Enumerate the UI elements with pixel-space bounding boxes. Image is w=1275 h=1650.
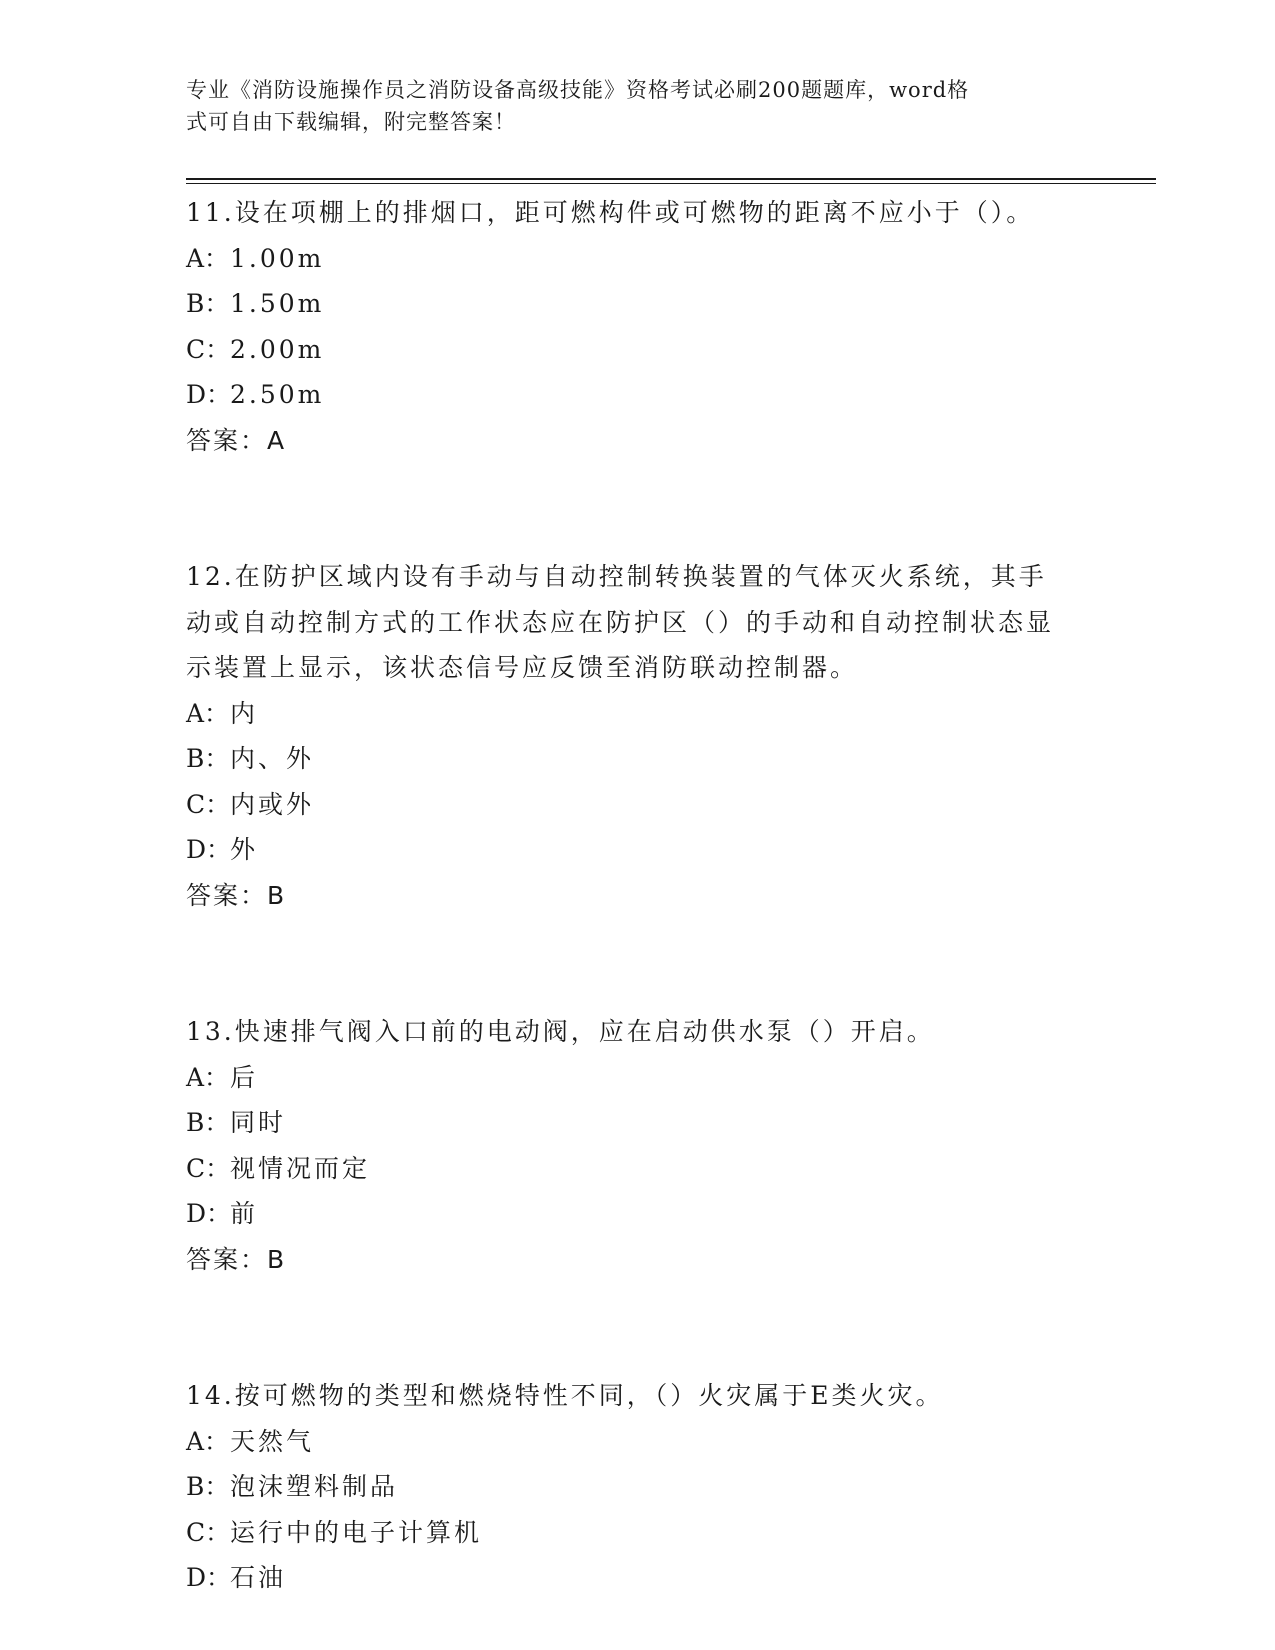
option-text: 天然气: [230, 1426, 315, 1456]
option-text: 1.50m: [230, 289, 325, 318]
answer-line: 答案：A: [186, 425, 287, 455]
option-b: [186, 281, 1086, 327]
header-divider-thick: [186, 178, 1156, 180]
option-d: [186, 372, 1086, 418]
option-b: [186, 736, 1086, 782]
option-d: [186, 1191, 1086, 1237]
option-text: 内: [230, 698, 259, 728]
option-text: 视情况而定: [230, 1153, 371, 1183]
question-stem: 11.设在项棚上的排烟口，距可燃构件或可燃物的距离不应小于（）。: [186, 198, 1035, 227]
option-text: 内、外: [230, 744, 315, 773]
question-14: [186, 1373, 1086, 1601]
option-text: 后: [230, 1062, 259, 1092]
option-key: B：: [186, 1108, 230, 1137]
option-a: [186, 1055, 1086, 1101]
question-stem: 13.快速排气阀入口前的电动阀，应在启动供水泵（）开启。: [186, 1017, 935, 1046]
option-b: [186, 1464, 1086, 1510]
option-text: 前: [230, 1199, 259, 1228]
option-text: 2.50m: [230, 380, 325, 409]
option-key: B：: [186, 1472, 230, 1501]
option-key: B：: [186, 744, 230, 773]
option-key: B：: [186, 289, 230, 318]
option-text: 泡沫塑料制品: [230, 1472, 399, 1501]
question-13: [186, 1009, 1086, 1282]
option-text: 2.00m: [230, 334, 325, 364]
header-divider-thin: [186, 183, 1156, 184]
option-key: C：: [186, 789, 231, 819]
option-text: 同时: [230, 1108, 287, 1137]
option-text: 石油: [230, 1563, 287, 1592]
option-key: D：: [186, 380, 232, 409]
option-key: A：: [186, 698, 230, 728]
answer-line: 答案：B: [186, 880, 287, 910]
question-12: [186, 554, 1086, 918]
option-b: [186, 1100, 1086, 1146]
question-list: [186, 190, 1086, 1601]
header-line-2: 式可自由下载编辑，附完整答案！: [186, 110, 516, 134]
option-key: C：: [186, 1153, 231, 1183]
option-a: [186, 691, 1086, 737]
option-a: [186, 236, 1086, 282]
option-d: [186, 827, 1086, 873]
question-stem: 14.按可燃物的类型和燃烧特性不同，（）火灾属于E类火灾。: [186, 1381, 944, 1410]
answer-line: 答案：B: [186, 1244, 287, 1274]
option-c: [186, 1146, 1086, 1192]
option-key: D：: [186, 1563, 232, 1592]
option-a: [186, 1419, 1086, 1465]
option-c: [186, 782, 1086, 828]
option-text: 运行中的电子计算机: [230, 1517, 483, 1547]
option-text: 内或外: [230, 789, 315, 819]
option-text: 1.00m: [230, 243, 325, 273]
option-key: C：: [186, 1517, 231, 1547]
option-key: C：: [186, 334, 231, 364]
question-stem: 12.在防护区域内设有手动与自动控制转换装置的气体灭火系统，其手动或自动控制方式的工作状态应在防护区（）的手动和自动控制状态显示装置上显示，该状态信号应反馈至消防联动控制器。: [186, 562, 1055, 682]
header-line-1: 专业《消防设施操作员之消防设备高级技能》资格考试必刷200题题库，word格: [186, 78, 970, 102]
option-d: [186, 1555, 1086, 1601]
option-c: [186, 1510, 1086, 1556]
option-key: A：: [186, 243, 230, 273]
option-c: [186, 327, 1086, 373]
option-text: 外: [230, 835, 259, 864]
question-11: [186, 190, 1086, 463]
document-header: [186, 74, 1066, 138]
option-key: A：: [186, 1062, 230, 1092]
option-key: A：: [186, 1426, 230, 1456]
option-key: D：: [186, 835, 232, 864]
option-key: D：: [186, 1199, 232, 1228]
